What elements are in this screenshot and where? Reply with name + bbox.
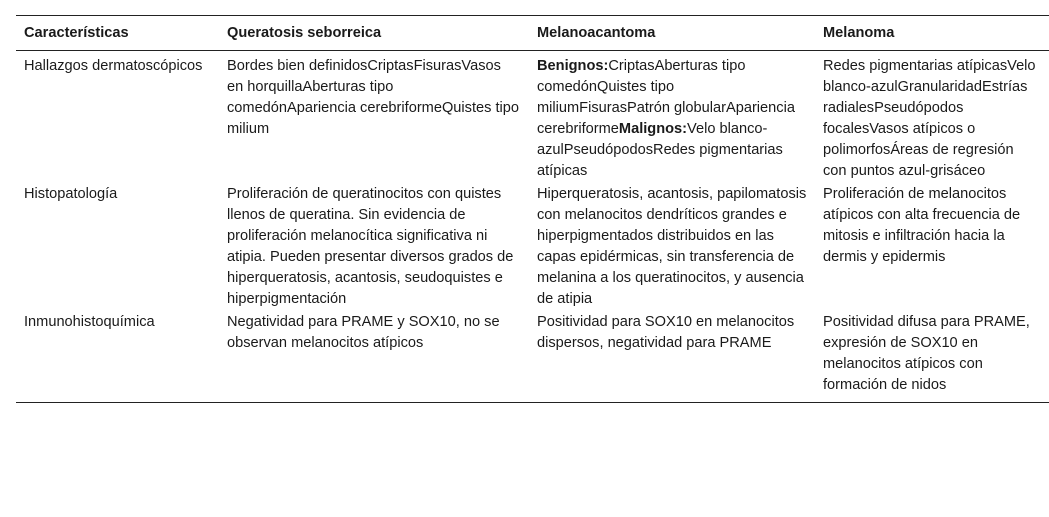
cell-melanoma: Positividad difusa para PRAME, expresión de SOX10 en melanocitos atípicos con formación de nidos <box>823 314 1030 393</box>
cell-melanoacantoma <box>529 51 815 183</box>
benign-label: Benignos: <box>537 58 609 74</box>
cell-queratosis: Negatividad para PRAME y SOX10, no se observan melanocitos atípicos <box>227 314 500 351</box>
row-label: Histopatología <box>24 186 118 202</box>
header-caracteristicas: Características <box>24 25 129 41</box>
comparison-table <box>16 15 1049 403</box>
table-header <box>16 16 1049 51</box>
cell-queratosis: Bordes bien definidosCriptasFisurasVasos en horquillaAberturas tipo comedónApariencia cerebriformeQuistes tipo milium <box>227 58 520 137</box>
cell-queratosis: Proliferación de queratinocitos con quistes llenos de queratina. Sin evidencia de proliferación melanocítica significativa ni atipia. Pueden presentar diversos grados de hiperqueratosis, acantosis, seudoquistes e hiperpigmentación <box>227 186 514 307</box>
header-queratosis-seborreica: Queratosis seborreica <box>227 25 382 41</box>
table-row <box>16 51 1049 183</box>
malign-text: Velo blanco-azulPseudópodosRedes pigmentarias atípicas <box>537 121 783 179</box>
header-row <box>16 16 1049 51</box>
cell-melanoma: Proliferación de melanocitos atípicos con alta frecuencia de mitosis e infiltración hacia la dermis y epidermis <box>823 186 1021 265</box>
row-label: Hallazgos dermatoscópicos <box>24 58 203 74</box>
cell-melanoacantoma: Hiperqueratosis, acantosis, papilomatosis con melanocitos dendríticos grandes e hiperpigmentados distribuidos en las capas epidérmicas, sin transferencia de melanina a los queratinocitos, y ausencia de atipia <box>537 186 807 307</box>
benign-text: CriptasAberturas tipo comedónQuistes tipo miliumFisurasPatrón globularApariencia cerebriforme <box>537 58 795 137</box>
row-label: Inmunohistoquímica <box>24 314 155 330</box>
header-melanoacantoma: Melanoacantoma <box>537 25 656 41</box>
comparison-table-container <box>16 15 1036 403</box>
table-body <box>16 51 1049 403</box>
cell-melanoma: Redes pigmentarias atípicasVelo blanco-azulGranularidadEstrías radialesPseudópodos focalesVasos atípicos o polimorfosÁreas de regresión con puntos azul-grisáceo <box>823 58 1036 179</box>
header-melanoma: Melanoma <box>823 25 895 41</box>
table-row <box>16 182 1049 310</box>
table-row <box>16 310 1049 403</box>
cell-melanoacantoma: Positividad para SOX10 en melanocitos dispersos, negatividad para PRAME <box>537 314 795 351</box>
malign-label: Malignos: <box>618 121 688 137</box>
